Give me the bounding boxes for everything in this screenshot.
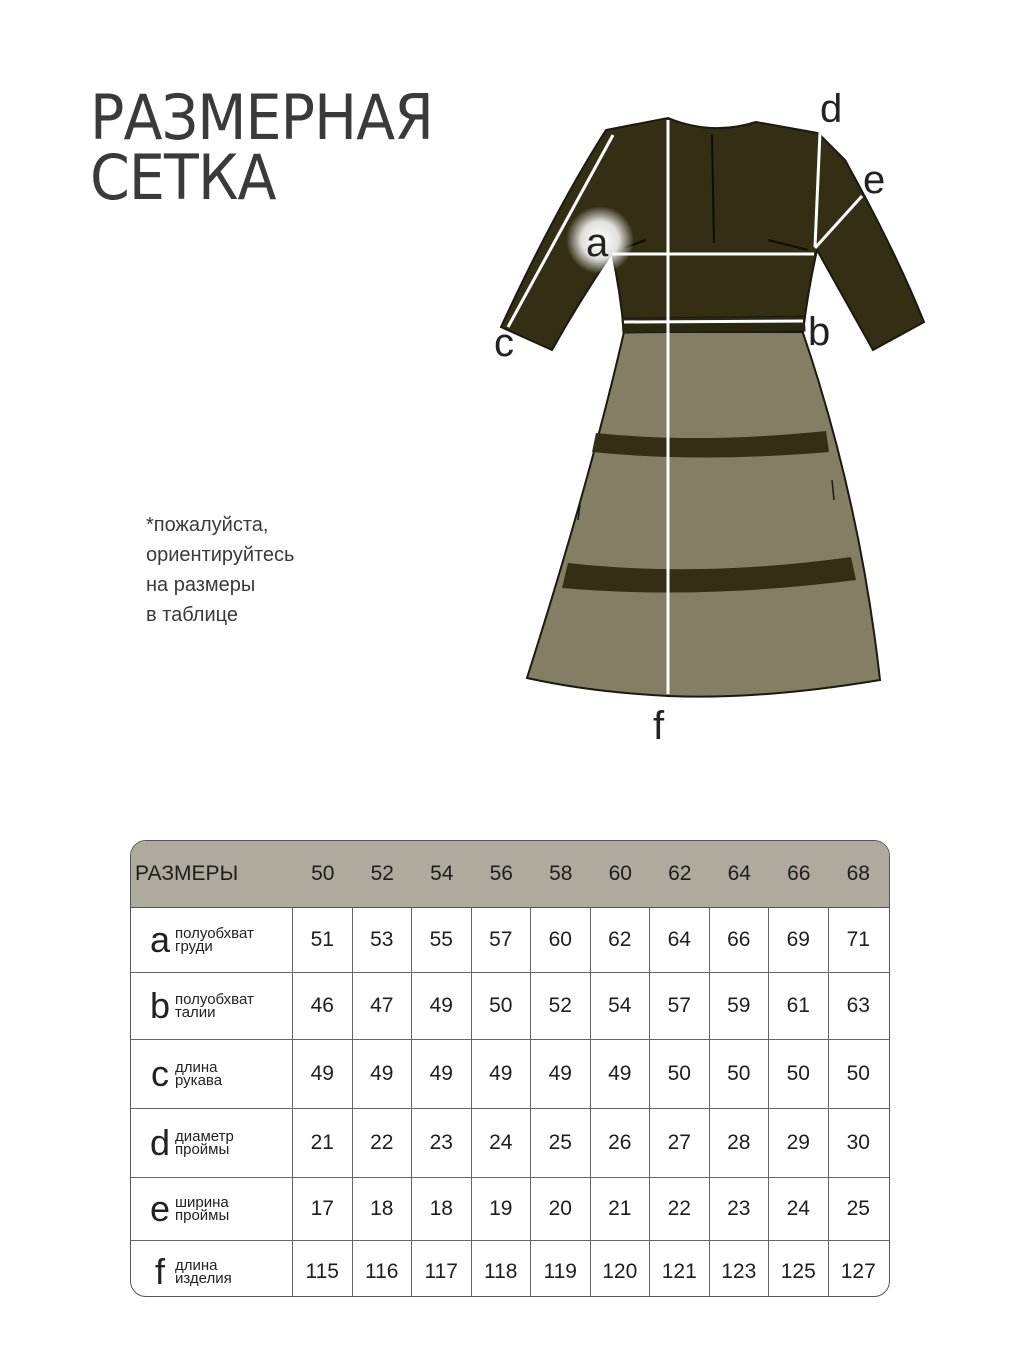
table-row xyxy=(131,1109,889,1178)
table-cell: 69 xyxy=(769,908,829,972)
table-row xyxy=(131,1040,889,1109)
label-e: e xyxy=(863,158,886,202)
table-cell: 49 xyxy=(353,1040,413,1108)
table-cell: 63 xyxy=(846,994,870,1017)
page-title xyxy=(90,81,433,214)
table-cell: 60 xyxy=(531,908,591,972)
measurement-description xyxy=(175,1130,234,1156)
measurement-letter: d xyxy=(149,1122,171,1163)
size-header-cell: 62 xyxy=(668,862,692,885)
table-cell: 49 xyxy=(531,1040,591,1108)
size-header-cell: 68 xyxy=(846,862,870,885)
note-line-3: на размеры xyxy=(146,574,256,596)
table-cell: 50 xyxy=(710,1040,770,1108)
table-cell: 54 xyxy=(591,973,651,1039)
row-label xyxy=(131,1040,293,1108)
row-label xyxy=(131,973,293,1039)
table-cell: 25 xyxy=(846,1197,870,1220)
row-label xyxy=(131,1241,293,1297)
table-cell: 22 xyxy=(650,1178,710,1240)
table-cell: 23 xyxy=(710,1178,770,1240)
size-header-cell: 60 xyxy=(608,862,632,885)
table-cell: 121 xyxy=(650,1241,710,1297)
label-d: d xyxy=(820,87,843,131)
measurement-description xyxy=(175,1196,229,1222)
sizes-header-label: РАЗМЕРЫ xyxy=(135,862,239,885)
table-row xyxy=(131,908,889,973)
title-line-2: СЕТКА xyxy=(90,141,276,214)
measurement-description-line-1: полуобхват xyxy=(175,925,254,942)
table-cell: 57 xyxy=(650,973,710,1039)
table-cell: 59 xyxy=(710,973,770,1039)
size-table xyxy=(130,840,890,1297)
table-cell: 28 xyxy=(710,1109,770,1177)
table-cell: 18 xyxy=(412,1178,472,1240)
table-cell: 24 xyxy=(472,1109,532,1177)
measurement-letter: e xyxy=(149,1188,171,1229)
measurement-description-line-2: рукава xyxy=(175,1072,223,1089)
title-line-1: РАЗМЕРНАЯ xyxy=(90,81,433,154)
note-line-1: *пожалуйста, xyxy=(146,514,269,536)
table-cell: 20 xyxy=(531,1178,591,1240)
measurement-description-line-2: изделия xyxy=(175,1269,232,1287)
table-row xyxy=(131,1178,889,1241)
measurement-description-line-1: длина xyxy=(175,1059,218,1076)
table-cell: 62 xyxy=(591,908,651,972)
measurement-description xyxy=(175,1061,222,1087)
table-cell: 52 xyxy=(531,973,591,1039)
table-cell: 24 xyxy=(769,1178,829,1240)
measurement-description-line-2: талии xyxy=(175,1004,216,1021)
measurement-letter: a xyxy=(149,919,171,960)
table-cell: 46 xyxy=(293,973,353,1039)
measurement-letter: c xyxy=(151,1053,169,1094)
label-a: a xyxy=(586,221,609,265)
row-label xyxy=(131,1109,293,1177)
table-cell: 66 xyxy=(710,908,770,972)
measurement-description xyxy=(175,993,254,1019)
table-row xyxy=(131,1241,889,1297)
size-header-cell: 54 xyxy=(430,862,454,885)
table-cell: 50 xyxy=(472,973,532,1039)
label-b: b xyxy=(808,310,831,354)
table-cell: 21 xyxy=(293,1109,353,1177)
measurement-description xyxy=(175,927,254,953)
table-cell: 22 xyxy=(353,1109,413,1177)
row-label xyxy=(131,908,293,972)
table-cell: 30 xyxy=(846,1131,870,1154)
table-cell: 49 xyxy=(412,1040,472,1108)
table-row xyxy=(131,973,889,1040)
line-b-waist xyxy=(624,321,803,322)
size-header-cell: 56 xyxy=(489,862,513,885)
table-cell: 29 xyxy=(769,1109,829,1177)
table-cell: 115 xyxy=(293,1241,353,1297)
measurement-description-line-1: полуобхват xyxy=(175,991,254,1008)
table-cell: 61 xyxy=(769,973,829,1039)
size-header-cell: 52 xyxy=(370,862,394,885)
label-f: f xyxy=(653,704,665,748)
dress-measurement-diagram xyxy=(480,80,960,760)
table-cell: 55 xyxy=(412,908,472,972)
table-cell: 49 xyxy=(412,973,472,1039)
size-table-body xyxy=(131,908,889,1297)
table-cell: 118 xyxy=(472,1241,532,1297)
measurement-description-line-1: диаметр xyxy=(175,1128,234,1145)
table-cell: 21 xyxy=(591,1178,651,1240)
waist-band xyxy=(622,316,805,333)
table-cell: 125 xyxy=(769,1241,829,1297)
skirt-shape xyxy=(527,330,880,697)
table-cell: 116 xyxy=(353,1241,413,1297)
measurement-description-line-1: длина xyxy=(175,1256,218,1274)
measurement-letter: b xyxy=(149,985,171,1026)
table-cell: 120 xyxy=(591,1241,651,1297)
table-cell: 117 xyxy=(412,1241,472,1297)
size-header-cell: 66 xyxy=(787,862,811,885)
measurement-description-line-2: проймы xyxy=(175,1141,230,1158)
size-header-cell: 58 xyxy=(549,862,573,885)
table-cell: 47 xyxy=(353,973,413,1039)
table-cell: 18 xyxy=(353,1178,413,1240)
table-cell: 27 xyxy=(650,1109,710,1177)
measurement-description xyxy=(175,1256,232,1287)
size-note xyxy=(146,510,294,630)
table-cell: 17 xyxy=(293,1178,353,1240)
table-cell: 25 xyxy=(531,1109,591,1177)
table-cell: 50 xyxy=(769,1040,829,1108)
table-cell: 53 xyxy=(353,908,413,972)
table-cell: 57 xyxy=(472,908,532,972)
measurement-letter: f xyxy=(154,1250,165,1292)
table-cell: 49 xyxy=(472,1040,532,1108)
measurement-description-line-1: ширина xyxy=(175,1194,229,1211)
table-cell: 50 xyxy=(650,1040,710,1108)
table-cell: 71 xyxy=(846,928,870,951)
table-cell: 50 xyxy=(846,1062,870,1085)
table-cell: 49 xyxy=(591,1040,651,1108)
table-cell: 51 xyxy=(293,908,353,972)
table-cell: 64 xyxy=(650,908,710,972)
note-line-2: ориентируйтесь xyxy=(146,544,295,566)
label-c: c xyxy=(494,321,514,365)
table-cell: 123 xyxy=(710,1241,770,1297)
table-cell: 19 xyxy=(472,1178,532,1240)
row-label xyxy=(131,1178,293,1240)
table-cell: 127 xyxy=(840,1259,876,1283)
size-table-header xyxy=(131,841,889,908)
table-cell: 26 xyxy=(591,1109,651,1177)
note-line-4: в таблице xyxy=(146,604,238,626)
table-cell: 23 xyxy=(412,1109,472,1177)
table-cell: 49 xyxy=(293,1040,353,1108)
table-cell: 119 xyxy=(531,1241,591,1297)
measurement-description-line-2: груди xyxy=(175,938,213,955)
size-header-cell: 64 xyxy=(727,862,751,885)
size-header-cell: 50 xyxy=(311,862,335,885)
measurement-description-line-2: проймы xyxy=(175,1207,230,1224)
